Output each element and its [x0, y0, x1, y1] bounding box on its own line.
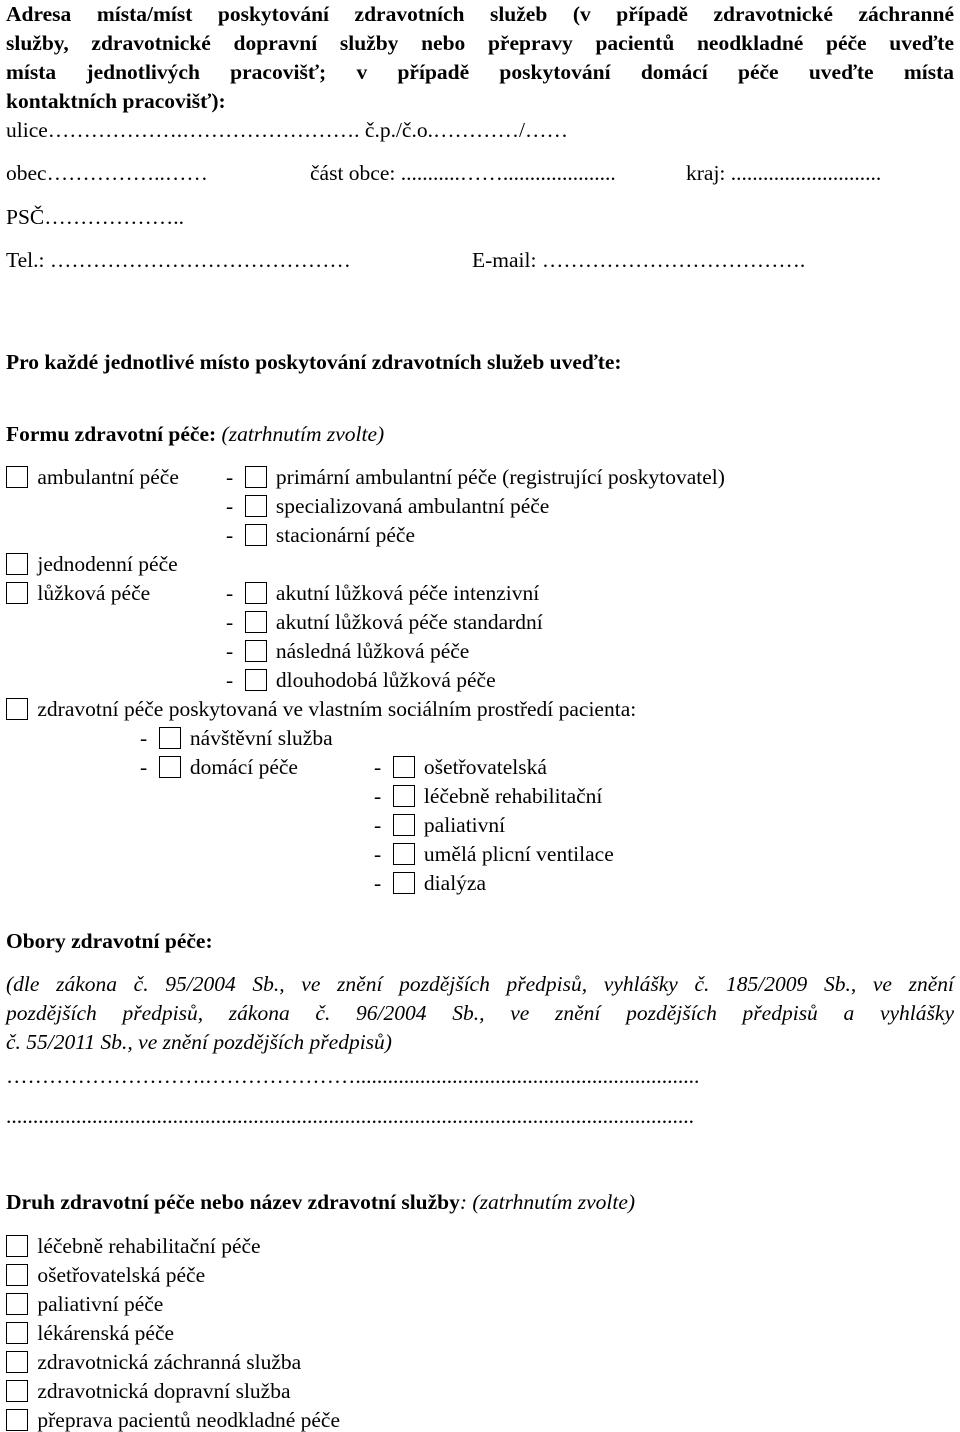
checkbox-dialysis[interactable]: [393, 872, 415, 894]
checkbox-follow-up[interactable]: [245, 640, 267, 662]
dash: -: [226, 639, 234, 663]
checkbox-visiting-service[interactable]: [159, 727, 181, 749]
label-dialysis: dialýza: [423, 871, 486, 895]
dash: -: [226, 668, 234, 692]
dash: -: [140, 755, 148, 779]
street-field[interactable]: ulice……………….……………………. č.p./č.o.…………/……: [6, 118, 568, 142]
sub-visiting-service: [140, 727, 333, 750]
checkbox-long-term[interactable]: [245, 669, 267, 691]
region-field[interactable]: kraj: ............................: [686, 161, 882, 185]
sub-specialized-ambulatory: [226, 495, 549, 518]
label-nursing: ošetřovatelská: [423, 755, 547, 779]
dash: -: [226, 581, 234, 605]
label-care-type-urgent-transport: přeprava pacientů neodkladné péče: [37, 1408, 341, 1432]
label-day-hospital: stacionární péče: [275, 523, 415, 547]
checkbox-care-type-nursing[interactable]: [6, 1264, 28, 1286]
sub-nursing: [374, 756, 547, 779]
label-visiting-service: návštěvní služba: [189, 726, 333, 750]
checkbox-ventilation[interactable]: [393, 843, 415, 865]
header-line-3: místa jednotlivých pracovišť; v případě poskytování domácí péče uveďte místa: [6, 60, 954, 84]
label-inpatient: lůžková péče: [37, 581, 151, 605]
checkbox-care-type-emergency[interactable]: [6, 1351, 28, 1373]
checkbox-specialized-ambulatory[interactable]: [245, 495, 267, 517]
checkbox-one-day[interactable]: [6, 553, 28, 575]
care-type-note: : (zatrhnutím zvolte): [459, 1190, 636, 1214]
option-ambulatory: [6, 466, 179, 489]
care-type-item: [6, 1322, 174, 1345]
sub-palliative: [374, 814, 505, 837]
municipality-field[interactable]: obec……………..……: [6, 161, 208, 185]
checkbox-home-environment[interactable]: [6, 698, 28, 720]
label-rehabilitation: léčebně rehabilitační: [423, 784, 603, 808]
checkbox-care-type-palliative[interactable]: [6, 1293, 28, 1315]
label-care-type-pharmacy: lékárenská péče: [37, 1321, 175, 1345]
label-home-environment: zdravotní péče poskytovaná ve vlastním sociálním prostředí pacienta:: [37, 697, 637, 721]
care-form-title: Formu zdravotní péče:: [6, 422, 217, 446]
label-home-care: domácí péče: [189, 755, 298, 779]
fields-fill-line-1[interactable]: ……………………….…………………................................................................: [6, 1066, 700, 1088]
label-acute-intensive: akutní lůžková péče intenzivní: [275, 581, 540, 605]
header-line-4: kontaktních pracovišť):: [6, 89, 226, 113]
header-line-2: služby, zdravotnické dopravní služby nebo přepravy pacientů neodkladné péče uveďte: [6, 31, 954, 55]
instruction-heading: Pro každé jednotlivé místo poskytování zdravotních služeb uveďte:: [6, 350, 622, 374]
care-type-heading: [6, 1192, 635, 1214]
checkbox-ambulatory[interactable]: [6, 466, 28, 488]
label-palliative: paliativní: [423, 813, 506, 837]
sub-long-term: [226, 669, 496, 692]
label-care-type-rehabilitation: léčebně rehabilitační péče: [37, 1234, 261, 1258]
care-type-title: Druh zdravotní péče nebo název zdravotní služby: [6, 1190, 460, 1214]
option-home-environment: [6, 698, 636, 721]
checkbox-acute-standard[interactable]: [245, 611, 267, 633]
option-one-day: [6, 553, 178, 576]
sub-rehabilitation: [374, 785, 602, 808]
label-specialized-ambulatory: specializovaná ambulantní péče: [275, 494, 550, 518]
checkbox-nursing[interactable]: [393, 756, 415, 778]
sub-day-hospital: [226, 524, 415, 547]
sub-primary-ambulatory: [226, 466, 725, 489]
care-type-item: [6, 1409, 340, 1432]
dash: -: [226, 523, 234, 547]
sub-acute-intensive: [226, 582, 539, 605]
checkbox-rehabilitation[interactable]: [393, 785, 415, 807]
checkbox-palliative[interactable]: [393, 814, 415, 836]
label-follow-up: následná lůžková péče: [275, 639, 470, 663]
label-one-day: jednodenní péče: [37, 552, 178, 576]
label-ambulatory: ambulantní péče: [37, 465, 179, 489]
fields-reference-line-1: (dle zákona č. 95/2004 Sb., ve znění pozdějších předpisů, vyhlášky č. 185/2009 Sb., ve znění: [6, 972, 954, 996]
checkbox-primary-ambulatory[interactable]: [245, 466, 267, 488]
checkbox-care-type-transport[interactable]: [6, 1380, 28, 1402]
header-line-1: Adresa místa/míst poskytování zdravotních služeb (v případě zdravotnické záchranné: [6, 2, 954, 26]
checkbox-care-type-pharmacy[interactable]: [6, 1322, 28, 1344]
postal-code-field[interactable]: PSČ………………..: [6, 205, 185, 229]
option-inpatient: [6, 582, 150, 605]
checkbox-care-type-rehabilitation[interactable]: [6, 1235, 28, 1257]
municipality-part-field[interactable]: část obce: ...........…….....................: [310, 161, 616, 185]
care-type-item: [6, 1264, 205, 1287]
sub-acute-standard: [226, 611, 543, 634]
dash: -: [374, 842, 382, 866]
care-type-item: [6, 1293, 163, 1316]
label-ventilation: umělá plicní ventilace: [423, 842, 614, 866]
dash: -: [374, 755, 382, 779]
sub-dialysis: [374, 872, 486, 895]
label-primary-ambulatory: primární ambulantní péče (registrující poskytovatel): [275, 465, 725, 489]
sub-follow-up: [226, 640, 469, 663]
care-form-note: (zatrhnutím zvolte): [221, 422, 385, 446]
label-acute-standard: akutní lůžková péče standardní: [275, 610, 543, 634]
care-type-item: [6, 1351, 301, 1374]
dash: -: [226, 494, 234, 518]
email-field[interactable]: E-mail: ……………………………….: [472, 248, 806, 272]
label-care-type-emergency: zdravotnická záchranná služba: [37, 1350, 302, 1374]
dash: -: [374, 813, 382, 837]
dash: -: [374, 871, 382, 895]
fields-fill-line-2[interactable]: ................................................................................................................................: [6, 1106, 694, 1128]
care-type-item: [6, 1235, 261, 1258]
dash: -: [226, 610, 234, 634]
checkbox-inpatient[interactable]: [6, 582, 28, 604]
checkbox-home-care[interactable]: [159, 756, 181, 778]
dash: -: [226, 465, 234, 489]
label-care-type-nursing: ošetřovatelská péče: [37, 1263, 206, 1287]
sub-home-care: [140, 756, 298, 779]
checkbox-care-type-urgent-transport[interactable]: [6, 1409, 28, 1431]
label-care-type-transport: zdravotnická dopravní služba: [37, 1379, 291, 1403]
label-long-term: dlouhodobá lůžková péče: [275, 668, 496, 692]
label-care-type-palliative: paliativní péče: [37, 1292, 164, 1316]
care-form-heading: [6, 424, 384, 446]
phone-field[interactable]: Tel.: ……………………………………: [6, 248, 351, 272]
care-type-item: [6, 1380, 291, 1403]
checkbox-day-hospital[interactable]: [245, 524, 267, 546]
dash: -: [374, 784, 382, 808]
dash: -: [140, 726, 148, 750]
sub-ventilation: [374, 843, 614, 866]
fields-heading: Obory zdravotní péče:: [6, 929, 213, 953]
fields-reference-line-2: pozdějších předpisů, zákona č. 96/2004 Sb., ve znění pozdějších předpisů a vyhlášky: [6, 1001, 954, 1025]
checkbox-acute-intensive[interactable]: [245, 582, 267, 604]
fields-reference-line-3: č. 55/2011 Sb., ve znění pozdějších předpisů): [6, 1030, 392, 1054]
